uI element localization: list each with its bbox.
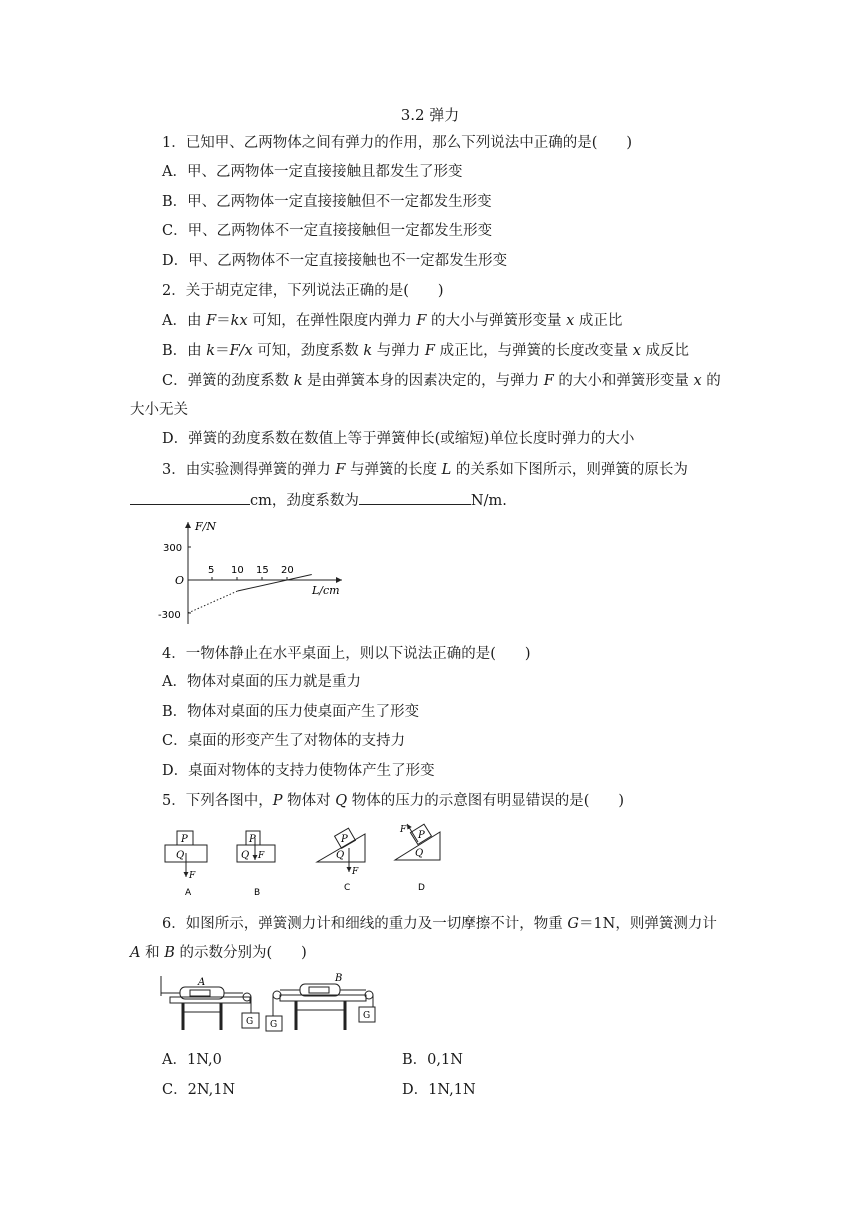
extrapolated-line	[188, 591, 238, 613]
q1-option-d: D．甲、乙两物体不一定直接接触也不一定都发生形变	[162, 253, 508, 269]
answer-blank-stiffness[interactable]	[359, 489, 471, 505]
figure-b	[237, 831, 275, 898]
q2-option-b: B．由 k＝F/x 可知，劲度系数 k 与弹力 F 成正比，与弹簧的长度改变量 x 成反比	[162, 343, 689, 359]
svg-text:Q: Q	[415, 848, 424, 859]
q2-stem: 2．关于胡克定律，下列说法正确的是( )	[162, 283, 444, 299]
q6-option-a: A．1N,0	[162, 1052, 222, 1068]
figure-b-label: B	[254, 888, 261, 898]
svg-text:P: P	[418, 830, 425, 841]
y-tick-label: -300	[158, 610, 181, 621]
svg-text:Q: Q	[176, 850, 185, 861]
answer-blank-length[interactable]	[130, 489, 250, 505]
svg-text:G: G	[270, 1020, 278, 1030]
figure-d-label: D	[418, 883, 425, 893]
q4-option-c: C．桌面的形变产生了对物体的支持力	[162, 733, 406, 749]
q4-stem: 4．一物体静止在水平桌面上，则以下说法正确的是( )	[162, 646, 531, 662]
figure-a	[165, 831, 207, 898]
svg-text:G: G	[363, 1011, 371, 1021]
q4-option-a: A．物体对桌面的压力就是重力	[162, 674, 361, 690]
y-tick-label: 300	[163, 543, 183, 554]
q6-stem-cont: A 和 B 的示数分别为( )	[130, 945, 307, 961]
figure-a-label: A	[185, 888, 192, 898]
svg-text:F: F	[400, 825, 407, 835]
svg-text:F: F	[258, 851, 265, 861]
q6-option-c: C．2N,1N	[162, 1082, 236, 1098]
q1-option-c: C．甲、乙两物体不一定直接接触但一定都发生形变	[162, 223, 493, 239]
force-length-graph	[150, 518, 350, 630]
page-title: 3.2 弹力	[400, 106, 460, 124]
svg-text:Q: Q	[241, 850, 250, 861]
spring-scale-figure	[155, 968, 395, 1040]
x-tick-label: 20	[281, 565, 294, 576]
x-tick-label: 15	[256, 565, 269, 576]
setup-b	[266, 973, 375, 1031]
svg-text:P: P	[181, 834, 188, 845]
q4-option-d: D．桌面对物体的支持力使物体产生了形变	[162, 763, 435, 779]
svg-text:P: P	[341, 834, 348, 845]
q3-blanks: cm，劲度系数为 N/m.	[130, 489, 507, 512]
force-length-line	[238, 575, 312, 592]
q4-option-b: B．物体对桌面的压力使桌面产生了形变	[162, 704, 420, 720]
svg-text:P: P	[249, 834, 256, 845]
y-axis-label: F/N	[195, 520, 216, 533]
x-tick-label: 5	[208, 565, 215, 576]
figure-c-label: C	[344, 883, 351, 893]
q1-option-b: B．甲、乙两物体一定直接接触但不一定都发生形变	[162, 194, 492, 210]
svg-text:A: A	[198, 977, 206, 988]
q2-option-c-cont: 大小无关	[130, 402, 188, 418]
q2-option-d: D．弹簧的劲度系数在数值上等于弹簧伸长(或缩短)单位长度时弹力的大小	[162, 431, 635, 447]
q3-stem: 3．由实验测得弹簧的弹力 F 与弹簧的长度 L 的关系如下图所示，则弹簧的原长为	[162, 462, 688, 478]
svg-text:F: F	[352, 867, 359, 877]
svg-text:F: F	[189, 871, 196, 881]
q2-option-c: C．弹簧的劲度系数 k 是由弹簧本身的因素决定的，与弹力 F 的大小和弹簧形变量 x 的	[162, 373, 721, 389]
q6-option-d: D．1N,1N	[402, 1082, 476, 1098]
svg-text:Q: Q	[336, 850, 345, 861]
svg-text:G: G	[246, 1017, 254, 1027]
svg-text:B: B	[335, 973, 343, 984]
x-tick-label: 10	[231, 565, 244, 576]
figure-d	[395, 824, 440, 893]
q2-option-a: A．由 F＝kx 可知，在弹性限度内弹力 F 的大小与弹簧形变量 x 成正比	[162, 313, 623, 329]
setup-a	[161, 976, 259, 1030]
figure-c	[317, 828, 365, 893]
x-axis-label: L/cm	[312, 584, 340, 597]
q1-option-a: A．甲、乙两物体一定直接接触且都发生了形变	[162, 164, 463, 180]
q6-option-b: B．0,1N	[402, 1052, 463, 1068]
q5-stem: 5．下列各图中，P 物体对 Q 物体的压力的示意图有明显错误的是( )	[162, 793, 625, 809]
q1-stem: 1．已知甲、乙两物体之间有弹力的作用，那么下列说法中正确的是( )	[162, 135, 633, 151]
origin-label: O	[175, 574, 185, 587]
q6-stem: 6．如图所示，弹簧测力计和细线的重力及一切摩擦不计，物重 G＝1N，则弹簧测力计	[162, 916, 717, 932]
pressure-figures	[150, 818, 470, 898]
